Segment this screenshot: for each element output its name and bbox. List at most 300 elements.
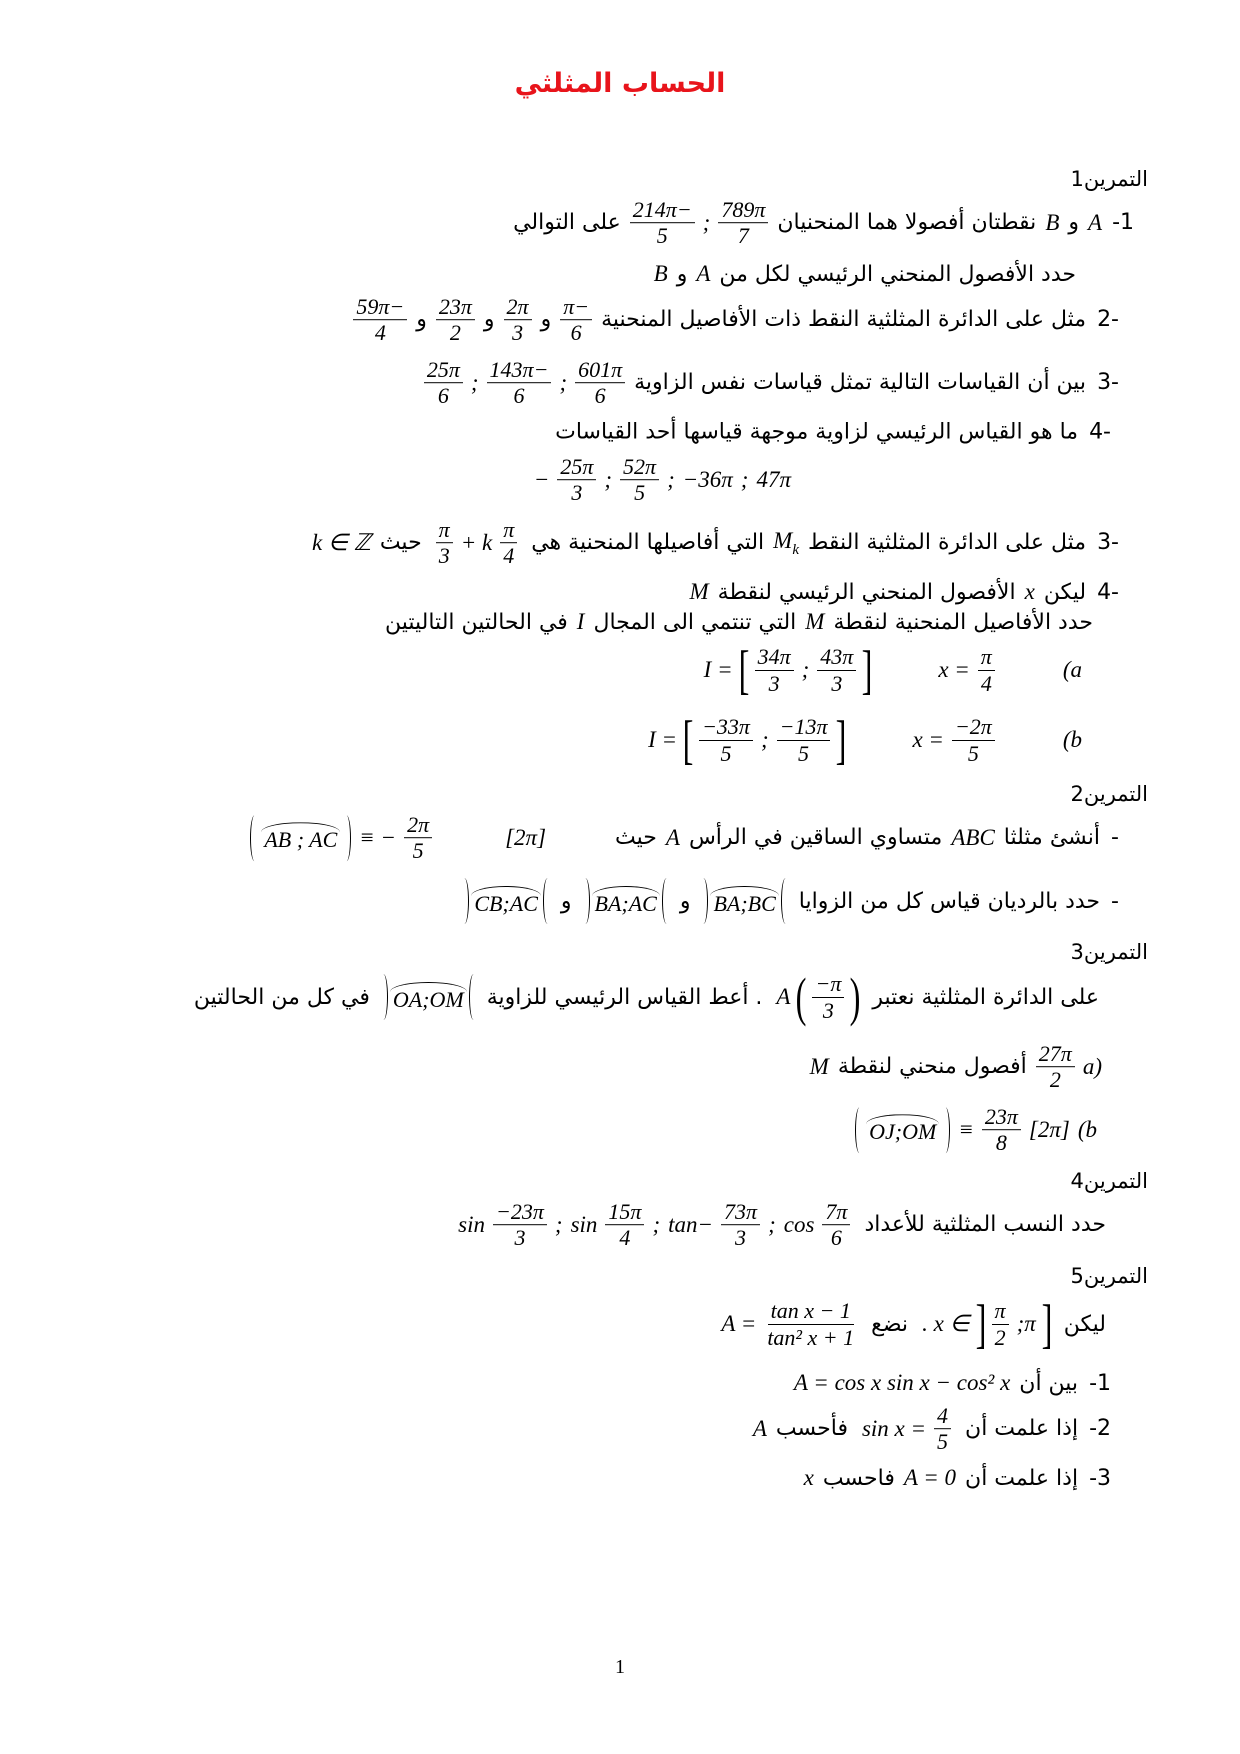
denominator: 5	[798, 740, 810, 766]
math-text: ;	[652, 1212, 661, 1237]
left-paren	[855, 1107, 864, 1153]
left-paren	[662, 878, 671, 924]
math-text: sin	[458, 1212, 486, 1237]
document-line	[749, 1403, 1111, 1455]
denominator: 5	[656, 223, 668, 249]
text-segment: و	[679, 888, 691, 914]
math-expression	[559, 370, 567, 396]
math-text: ;	[740, 467, 749, 492]
item-number: -3	[1089, 1465, 1111, 1491]
item-number: 3-	[1097, 370, 1119, 396]
item-number: 3-	[1097, 530, 1119, 556]
denominator: 6	[830, 1225, 842, 1251]
math-expression	[776, 984, 790, 1010]
numerator: π	[500, 517, 517, 543]
math-text: −	[533, 467, 550, 492]
numerator: −214π	[630, 197, 695, 223]
math-text: A	[696, 261, 711, 286]
fraction	[822, 1199, 850, 1251]
math-expression	[666, 825, 680, 851]
math-expression	[577, 609, 585, 635]
document-line	[420, 357, 1119, 409]
document-line	[800, 1465, 1111, 1491]
text-segment: نقطتان أفصولا هما المنحنيان	[777, 210, 1037, 236]
math-expression	[912, 727, 943, 753]
math-expression	[704, 657, 733, 683]
numerator: −23π	[493, 1199, 547, 1225]
numerator: 23π	[982, 1104, 1021, 1130]
denominator: 2	[449, 320, 461, 346]
math-expression	[312, 530, 371, 556]
math-text: A	[665, 825, 680, 850]
document-line	[349, 294, 1119, 346]
fraction	[504, 294, 532, 346]
math-text: A = 0	[903, 1465, 957, 1490]
bracket: [	[738, 640, 749, 700]
item-number: -	[1111, 888, 1119, 914]
text-segment: فأحسب	[775, 1416, 848, 1442]
fraction	[952, 714, 995, 766]
text-segment: ما هو القياس الرئيسي لزاوية موجهة قياسها أحد القياسات	[555, 419, 1079, 445]
item-number: -	[1111, 825, 1119, 851]
numerator: 601π	[575, 357, 625, 383]
numerator: −143π	[487, 357, 552, 383]
numerator: 43π	[817, 644, 856, 670]
fraction	[934, 1403, 951, 1455]
numerator: 789π	[718, 197, 768, 223]
math-text: ;	[702, 210, 711, 235]
numerator: 4	[934, 1403, 951, 1429]
math-text: (a	[1062, 657, 1082, 682]
bracket: ]	[836, 710, 847, 770]
math-text: + k	[460, 530, 493, 555]
math-expression	[1063, 657, 1082, 683]
item-number: 2-	[1097, 307, 1119, 333]
text-segment: مثل على الدائرة المثلثية النقط	[808, 530, 1087, 556]
item-number: -2	[1089, 1416, 1111, 1442]
text-segment: بين أن	[1019, 1370, 1079, 1396]
numerator: π	[992, 1298, 1009, 1324]
math-expression	[471, 370, 479, 396]
text-segment: و	[483, 307, 495, 333]
math-text: ;	[760, 727, 769, 752]
numerator: π	[436, 517, 453, 543]
math-text: [2π]	[505, 825, 547, 850]
math-expression	[794, 1370, 1010, 1396]
angle-vectors: AB ; AC	[261, 823, 340, 854]
left-paren	[250, 815, 259, 861]
document-line	[639, 710, 1091, 770]
denominator: 4	[619, 1225, 631, 1251]
oriented-angle	[855, 1107, 950, 1153]
document-line	[1070, 1264, 1148, 1288]
math-text: ;	[768, 1212, 776, 1237]
math-text: x	[803, 1465, 814, 1490]
bracket: ]	[1041, 1294, 1053, 1354]
fraction	[575, 357, 625, 409]
fraction	[699, 714, 753, 766]
math-expression	[696, 261, 710, 287]
math-expression	[1045, 210, 1059, 236]
bracket: ]	[975, 1294, 986, 1354]
denominator: 4	[503, 543, 515, 569]
text-segment: بين أن القياسات التالية تمثل قياسات نفس الزاوية	[634, 370, 1087, 396]
right-paren	[379, 974, 388, 1020]
math-group	[246, 812, 436, 864]
math-text: [2π]	[1028, 1117, 1070, 1142]
fraction	[605, 1199, 644, 1251]
denominator: 5	[937, 1429, 949, 1455]
fraction	[1036, 1041, 1075, 1093]
text-segment: و	[540, 307, 552, 333]
text-segment: حدد الأفصول المنحني الرئيسي لكل من	[719, 261, 1076, 287]
math-expression	[505, 825, 546, 851]
math-group	[717, 1298, 861, 1350]
oriented-angle	[250, 815, 351, 861]
numerator: 34π	[755, 644, 794, 670]
fraction	[560, 294, 592, 346]
oriented-angle	[379, 974, 478, 1020]
angle-vectors: BA;AC	[592, 886, 660, 917]
math-text: −36π	[682, 467, 733, 492]
denominator: 4	[980, 670, 992, 696]
text-segment: على الدائرة المثلثية نعتبر	[872, 984, 1099, 1010]
math-expression	[534, 467, 550, 493]
math-expression	[756, 467, 791, 493]
math-text: tan−	[668, 1212, 714, 1237]
fraction	[812, 971, 844, 1023]
math-expression	[555, 1212, 563, 1238]
fraction	[630, 197, 695, 249]
numerator: −13π	[777, 714, 831, 740]
math-group	[772, 967, 862, 1027]
math-text: ;	[604, 467, 613, 492]
right-paren	[581, 878, 590, 924]
math-text: ;π	[1016, 1311, 1036, 1336]
denominator: 5	[967, 740, 979, 766]
fraction	[493, 1199, 547, 1251]
numerator: 73π	[721, 1199, 760, 1225]
text-segment: ليكن	[1043, 579, 1087, 605]
denominator: 6	[513, 383, 525, 409]
bracket: ]	[861, 640, 873, 700]
right-paren	[342, 815, 351, 861]
numerator: 23π	[436, 294, 475, 320]
numerator: −π	[560, 294, 592, 320]
math-text: ;	[559, 370, 568, 395]
text-segment: حدد بالرديان قياس كل من الزوايا	[798, 888, 1101, 914]
math-expression	[652, 1212, 660, 1238]
math-expression	[1063, 727, 1082, 753]
math-expression	[721, 1311, 756, 1337]
text-segment: في الحالتين التاليتين	[384, 609, 568, 635]
right-paren	[699, 878, 708, 924]
exercise-heading: التمرين4	[1070, 1169, 1148, 1193]
math-text: sin	[570, 1212, 598, 1237]
bracket: (	[796, 967, 807, 1027]
angle-vectors: OJ;OM	[866, 1115, 939, 1146]
math-expression	[773, 528, 799, 559]
math-text: M	[809, 1054, 829, 1079]
document-line	[241, 812, 1119, 864]
document-line	[790, 1370, 1111, 1396]
math-text: M	[689, 579, 709, 604]
math-expression	[683, 467, 733, 493]
numerator: 2π	[504, 294, 532, 320]
math-text: x	[1024, 579, 1035, 604]
math-text: ;	[667, 467, 675, 492]
numerator: tan x − 1	[768, 1298, 854, 1324]
numerator: 25π	[557, 454, 596, 480]
math-expression	[461, 530, 492, 556]
left-paren	[781, 878, 790, 924]
left-paren	[469, 974, 478, 1020]
denominator: 3	[512, 320, 524, 346]
math-expression	[810, 1054, 829, 1080]
document-line	[449, 1199, 1111, 1251]
text-segment: أنشئ مثلثا	[1003, 825, 1101, 851]
text-segment: . أعط القياس الرئيسي للزاوية	[486, 984, 763, 1010]
math-expression	[922, 1311, 970, 1337]
denominator: 3	[438, 543, 450, 569]
math-text: A = cos x sin x − cos² x	[793, 1370, 1011, 1395]
math-text: M	[773, 527, 793, 553]
denominator: 5	[412, 838, 424, 864]
document-line	[846, 1104, 1106, 1156]
denominator: 3	[822, 997, 834, 1023]
denominator: 5	[720, 740, 732, 766]
text-segment: أفصول منحني لنقطة	[837, 1054, 1027, 1080]
math-text: ;	[801, 657, 810, 682]
document-line	[650, 261, 1081, 287]
page-title: الحساب المثلثي	[514, 68, 726, 99]
angle-vectors: BA;BC	[710, 886, 778, 917]
math-text: ;	[470, 370, 479, 395]
right-paren	[941, 1107, 950, 1153]
text-segment: متساوي الساقين في الرأس	[688, 825, 943, 851]
document-line	[308, 517, 1119, 569]
denominator: 3	[514, 1225, 526, 1251]
denominator: 6	[594, 383, 606, 409]
left-paren	[543, 878, 552, 924]
math-text: M	[805, 609, 825, 634]
document-line	[1070, 167, 1148, 191]
math-expression	[668, 1212, 713, 1238]
fraction	[777, 714, 831, 766]
fraction	[764, 1298, 857, 1350]
bracket: [	[682, 710, 694, 770]
document-line	[380, 609, 1098, 635]
math-expression	[1029, 1117, 1070, 1143]
fraction	[755, 644, 794, 696]
math-expression	[958, 1117, 974, 1143]
page-number: 1	[615, 1656, 625, 1678]
math-text: I =	[648, 727, 678, 752]
math-text: ;	[554, 1212, 563, 1237]
denominator: 3	[735, 1225, 747, 1251]
math-group	[432, 517, 522, 569]
math-text: cos	[783, 1212, 815, 1237]
text-segment: حيث	[615, 825, 657, 851]
numerator: 7π	[822, 1199, 850, 1225]
fraction	[436, 517, 453, 569]
document-line	[189, 967, 1104, 1027]
text-segment: التي أفاصيلها المنحنية هي	[531, 530, 765, 556]
text-segment: إذا علمت أن	[965, 1416, 1079, 1442]
denominator: 4	[374, 320, 386, 346]
item-number: 4-	[1089, 419, 1111, 445]
document-line	[550, 420, 1111, 445]
exercise-heading: التمرين2	[1070, 782, 1148, 806]
numerator: 27π	[1036, 1041, 1075, 1067]
denominator: 5	[634, 480, 646, 506]
text-segment: نضع	[871, 1311, 909, 1337]
fraction	[353, 294, 407, 346]
math-expression	[862, 1416, 926, 1442]
fraction	[992, 1298, 1009, 1350]
math-text: 47π	[756, 467, 791, 492]
math-expression	[648, 727, 677, 753]
item-number: -1	[1089, 1370, 1111, 1396]
math-expression	[667, 467, 675, 493]
math-group	[454, 1199, 854, 1251]
fraction	[500, 517, 517, 569]
math-group	[918, 1294, 1054, 1354]
document-line	[695, 640, 1091, 700]
math-group	[700, 640, 1086, 700]
fraction	[487, 357, 552, 409]
math-text: sin x =	[861, 1416, 927, 1441]
math-expression	[458, 1212, 485, 1238]
document-line	[1070, 1169, 1148, 1193]
math-expression	[761, 727, 769, 753]
numerator: 25π	[424, 357, 463, 383]
document-line	[712, 1294, 1111, 1354]
oriented-angle	[460, 878, 552, 924]
bracket: )	[849, 967, 861, 1027]
math-expression	[753, 1416, 767, 1442]
text-segment: فاحسب	[822, 1465, 895, 1491]
fraction	[404, 812, 432, 864]
fraction	[718, 197, 768, 249]
math-expression	[1025, 579, 1035, 605]
math-text: A	[752, 1416, 767, 1441]
angle-vectors: OA;OM	[390, 982, 467, 1013]
numerator: 52π	[620, 454, 659, 480]
text-segment: التي تنتمي الى المجال	[593, 609, 797, 635]
angle-vectors: CB;AC	[471, 886, 541, 917]
text-segment: و	[1068, 210, 1079, 236]
denominator: 6	[437, 383, 449, 409]
math-text: (b	[1077, 1117, 1097, 1142]
math-text: (a	[1082, 1054, 1102, 1079]
math-text: . x ∈	[922, 1311, 970, 1336]
fraction	[721, 1199, 760, 1251]
math-text: A =	[721, 1311, 757, 1336]
math-text: I =	[703, 657, 733, 682]
math-group	[858, 1403, 955, 1455]
right-paren	[460, 878, 469, 924]
fraction	[557, 454, 596, 506]
text-segment: ليكن	[1063, 1311, 1106, 1337]
math-text: I	[576, 609, 585, 634]
math-expression	[654, 261, 668, 287]
fraction	[817, 644, 856, 696]
denominator: 6	[570, 320, 582, 346]
math-expression	[784, 1212, 815, 1238]
fraction	[982, 1104, 1021, 1156]
text-segment: و	[560, 888, 572, 914]
math-expression	[802, 657, 810, 683]
oriented-angle	[699, 878, 789, 924]
math-group	[644, 710, 1086, 770]
text-segment: حدد النسب المثلثية للأعداد	[864, 1212, 1106, 1238]
math-text: B	[1045, 210, 1060, 235]
math-text: A	[1088, 210, 1103, 235]
fraction	[436, 294, 475, 346]
denominator: 3	[768, 670, 780, 696]
math-expression	[951, 825, 994, 851]
document-line	[508, 197, 1134, 249]
text-segment: الأفصول المنحني الرئيسي لنقطة	[717, 579, 1016, 605]
exercise-heading: التمرين1	[1070, 167, 1148, 191]
math-subscript: k	[792, 541, 799, 558]
math-text: ≡ −	[359, 825, 397, 850]
numerator: −2π	[952, 714, 995, 740]
text-segment: إذا علمت أن	[965, 1465, 1079, 1491]
document-line	[806, 1041, 1106, 1093]
numerator: π	[978, 644, 995, 670]
text-segment: و	[416, 307, 427, 333]
text-segment: حدد الأفاصيل المنحنية لنقطة	[833, 609, 1093, 635]
item-number: 4-	[1097, 579, 1119, 605]
document-line	[685, 579, 1119, 605]
numerator: −59π	[353, 294, 407, 320]
denominator: 8	[995, 1130, 1007, 1156]
document-line	[456, 878, 1119, 924]
oriented-angle	[581, 878, 671, 924]
item-number: -1	[1112, 210, 1134, 236]
math-text: (b	[1062, 727, 1082, 752]
math-text: ≡	[958, 1117, 974, 1142]
math-expression	[571, 1212, 598, 1238]
math-text: k ∈ ℤ	[311, 530, 371, 555]
math-group	[851, 1104, 1101, 1156]
fraction	[978, 644, 995, 696]
numerator: 15π	[605, 1199, 644, 1225]
math-text: A	[776, 984, 791, 1009]
math-expression	[703, 210, 711, 236]
math-expression	[1083, 1054, 1102, 1080]
denominator: tan² x + 1	[767, 1324, 855, 1350]
denominator: 7	[737, 223, 749, 249]
math-expression	[1088, 210, 1102, 236]
denominator: 2	[1049, 1067, 1061, 1093]
math-expression	[1017, 1311, 1036, 1337]
math-text: x =	[912, 727, 944, 752]
math-expression	[805, 609, 824, 635]
math-expression	[1078, 1117, 1097, 1143]
numerator: 2π	[404, 812, 432, 838]
text-segment: في كل من الحالتين	[193, 984, 370, 1010]
document-line	[525, 454, 800, 506]
exercise-heading: التمرين3	[1070, 940, 1148, 964]
math-expression	[938, 657, 969, 683]
numerator: −π	[812, 971, 844, 997]
document-line	[1070, 940, 1148, 964]
text-segment: مثل على الدائرة المثلثية النقط ذات الأفاصيل المنحنية	[601, 307, 1087, 333]
text-segment: على التوالي	[513, 210, 621, 236]
